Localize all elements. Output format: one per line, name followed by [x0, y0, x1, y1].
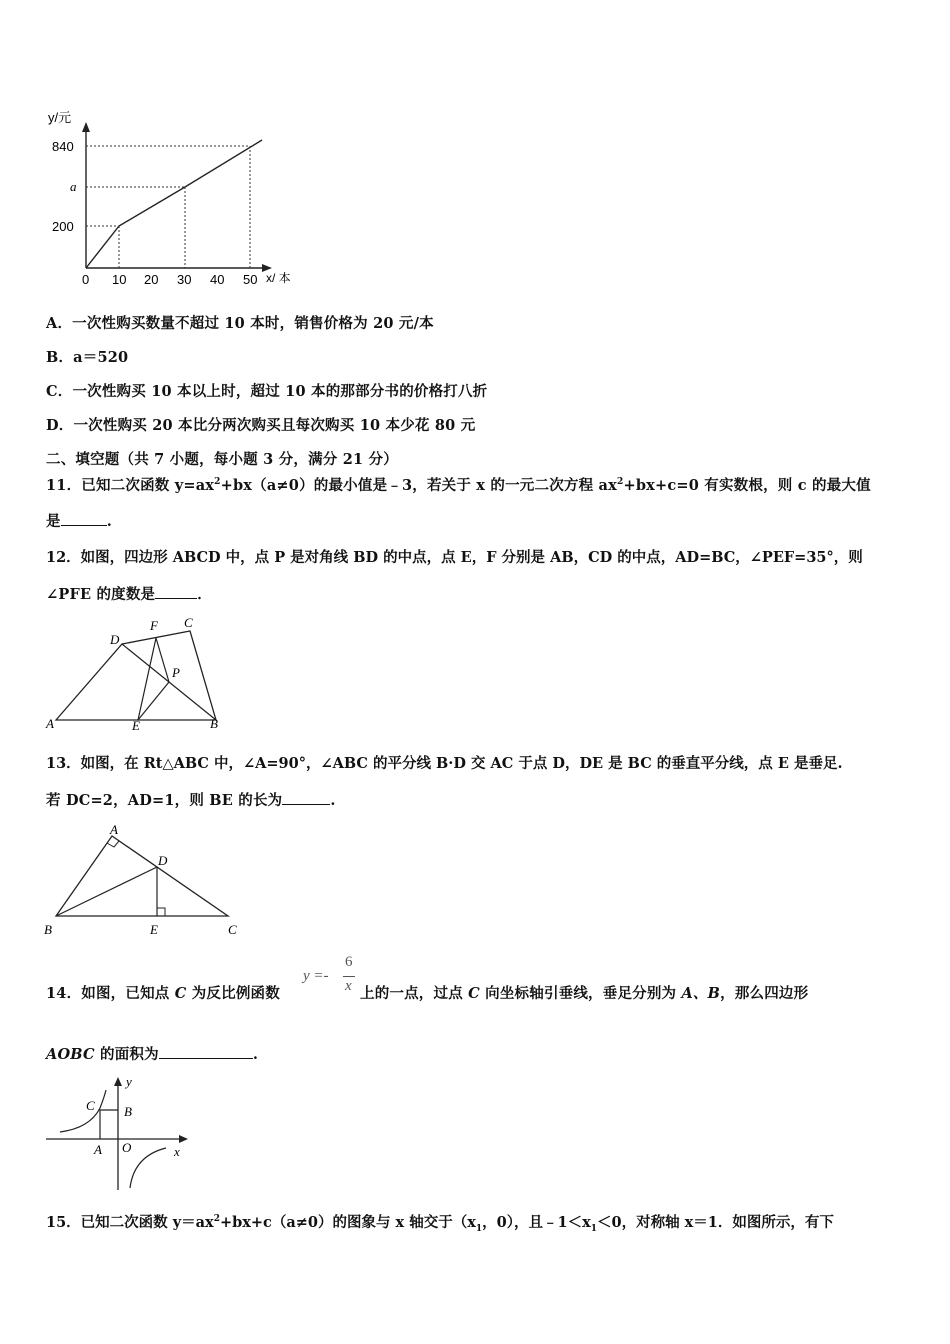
q11-line1: 11．已知二次函数 $y=ax^2+bx(a\ne 0)$的最小值是﹣3，若关于 x 的一元二次方程 $ax^2+bx+c=0$ 有实数根，则 c 的最大值: [46, 477, 871, 494]
q14-line2: AOBC 的面积为 .: [46, 1043, 258, 1064]
section-heading: 二、填空题（共 7 小题，每小题 3 分，满分 21 分）: [46, 451, 398, 468]
svg-text:C: C: [228, 922, 237, 937]
svg-text:D: D: [110, 632, 120, 647]
q13-triangle-figure: [42, 820, 247, 942]
y-axis-arrow: [82, 122, 90, 132]
answer-blank: [61, 511, 107, 527]
svg-text:F: F: [150, 618, 158, 633]
x-tick-40: 40: [210, 272, 225, 287]
x-tick-30: 30: [177, 272, 192, 287]
y-tick-840: 840: [52, 139, 74, 154]
answer-blank: [282, 790, 330, 806]
y-axis-label: y/元: [48, 110, 72, 125]
y-tick-a: a: [70, 179, 77, 194]
svg-text:D: D: [158, 853, 168, 868]
q12-line2: ∠PFE 的度数是 ．: [46, 583, 212, 604]
q13-line1: 13．如图，在 Rt△ABC 中，∠A=90°，∠ABC 的平分线 B·D 交 AC 于点 D，DE 是 BC 的垂直平分线，点 E 是垂足.: [46, 755, 843, 772]
svg-text:O: O: [122, 1140, 132, 1155]
svg-text:P: P: [172, 665, 180, 680]
x-axis-label: x/ 本: [266, 271, 291, 285]
y-tick-200: 200: [52, 219, 74, 234]
q14-line1b: 上的一点，过点 C 向坐标轴引垂线，垂足分别为 A、B，那么四边形: [360, 985, 809, 1002]
q12-line1: 12．如图，四边形 ABCD 中，点 P 是对角线 BD 的中点，点 E，F 分别是 AB，CD 的中点，AD=BC，∠PEF=35°，则: [46, 549, 863, 566]
q12-quadrilateral-figure: [44, 614, 234, 736]
x-tick-0: 0: [82, 272, 90, 287]
q15-line1: 15．已知二次函数 $y=ax^2+bx+c(a\ne 0)$的图象与 x 轴交于（$x_1$，0），且$﹣1<x_1<0$，对称轴 x＝1．如图所示，有下: [46, 1214, 834, 1234]
svg-text:C: C: [184, 615, 193, 630]
x-tick-50: 50: [243, 272, 258, 287]
price-line: [86, 140, 262, 268]
svg-text:B: B: [210, 716, 218, 731]
svg-text:A: A: [94, 1142, 102, 1157]
svg-text:E: E: [132, 718, 140, 733]
svg-text:y: y: [126, 1074, 132, 1089]
svg-text:A: A: [110, 822, 118, 837]
svg-text:B: B: [44, 922, 52, 937]
answer-blank: [155, 584, 197, 600]
q11-line2: 是 .: [46, 510, 112, 531]
svg-text:B: B: [124, 1104, 132, 1119]
svg-text:E: E: [150, 922, 158, 937]
option-c: C．一次性购买 10 本以上时，超过 10 本的那部分书的价格打八折: [46, 383, 488, 400]
price-quantity-graph: [40, 108, 310, 288]
svg-text:C: C: [86, 1098, 95, 1113]
option-b: B．a＝520: [46, 349, 129, 366]
q14-hyperbola-figure: [42, 1072, 197, 1192]
svg-text:A: A: [46, 716, 54, 731]
option-d: D．一次性购买 20 本比分两次购买且每次购买 10 本少花 80 元: [46, 417, 476, 434]
q13-line2: 若 DC=2，AD=1，则 BE 的长为 .: [46, 789, 336, 810]
answer-blank: [159, 1044, 253, 1060]
option-a: A．一次性购买数量不超过 10 本时，销售价格为 20 元/本: [46, 315, 434, 332]
q14-line1: 14．如图，已知点 C 为反比例函数: [46, 985, 280, 1002]
svg-text:x: x: [174, 1144, 180, 1159]
x-tick-10: 10: [112, 272, 127, 287]
x-tick-20: 20: [144, 272, 159, 287]
